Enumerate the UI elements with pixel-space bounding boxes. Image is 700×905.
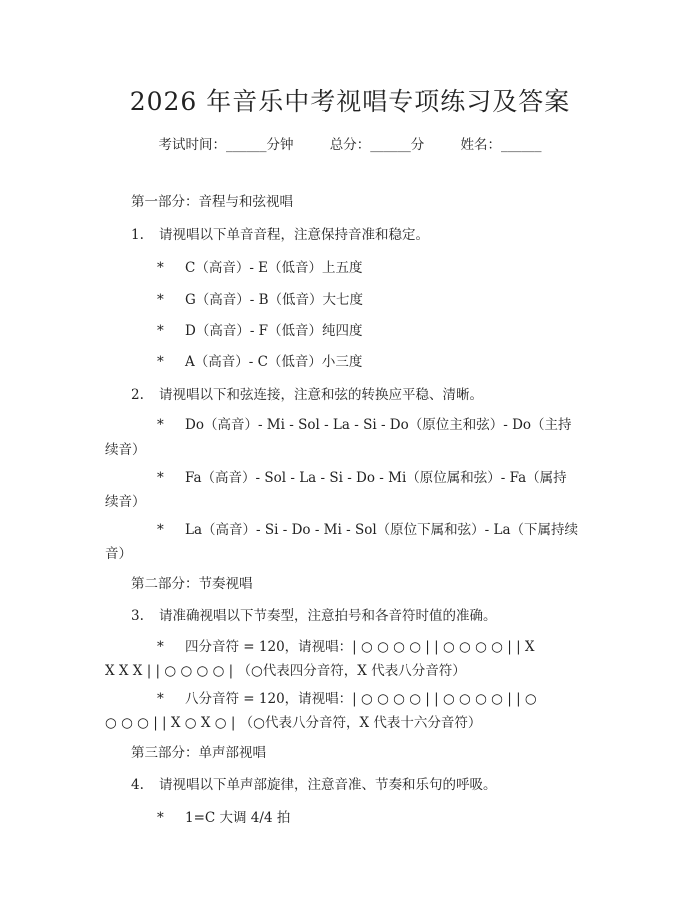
list-item: [157, 637, 535, 657]
bullet: *: [157, 691, 164, 707]
item-continuation: ○ ○ ○ | | X ○ X ○ | （○代表八分音符，X 代表十六分音符）: [105, 715, 482, 731]
list-item: [157, 808, 290, 828]
list-item: [157, 689, 537, 709]
section-2-heading: 第二部分：节奏视唱: [131, 576, 253, 592]
list-item: [157, 352, 362, 372]
list-item: [157, 258, 363, 278]
bullet: *: [157, 323, 164, 339]
item-text: La（高音）- Si - Do - Mi - Sol（原位下属和弦）- La（下属持续: [185, 522, 579, 538]
section-1-heading: 第一部分：音程与和弦视唱: [131, 194, 293, 210]
bullet: *: [157, 522, 164, 538]
document-title: 2026 年音乐中考视唱专项练习及答案: [129, 87, 571, 116]
item-continuation: 续音）: [105, 494, 146, 510]
list-item: [157, 415, 572, 435]
question-1: [131, 225, 429, 245]
bullet: *: [157, 810, 164, 826]
section-3-heading: 第三部分：单声部视唱: [131, 745, 266, 761]
bullet: *: [157, 639, 164, 655]
question-1-text: 请视唱以下单音音程，注意保持音准和稳定。: [159, 227, 429, 243]
item-text: 1=C 大调 4/4 拍: [185, 810, 291, 826]
item-text: 四分音符 = 120，请视唱：| ○ ○ ○ ○ | | ○ ○ ○ ○ | | X: [185, 639, 535, 655]
question-2-number: 2.: [131, 387, 144, 403]
question-3: [131, 606, 497, 626]
item-text: Fa（高音）- Sol - La - Si - Do - Mi（原位属和弦）- Fa（属持: [185, 470, 567, 486]
bullet: *: [157, 417, 164, 433]
exam-meta: [0, 133, 700, 153]
student-name: 姓名：______: [460, 137, 542, 153]
list-item: [157, 290, 363, 310]
list-item: [157, 468, 567, 488]
item-continuation: 续音）: [105, 442, 146, 458]
bullet: *: [157, 470, 164, 486]
bullet: *: [157, 292, 164, 308]
question-1-number: 1.: [131, 227, 144, 243]
item-text: G（高音）- B（低音）大七度: [185, 292, 364, 308]
item-text: A（高音）- C（低音）小三度: [185, 354, 363, 370]
question-3-text: 请准确视唱以下节奏型，注意拍号和各音符时值的准确。: [159, 608, 497, 624]
item-continuation: 音）: [105, 546, 132, 562]
item-text: Do（高音）- Mi - Sol - La - Si - Do（原位主和弦）- Do（主持: [185, 417, 572, 433]
bullet: *: [157, 354, 164, 370]
list-item: [157, 321, 363, 341]
question-2: [131, 385, 483, 405]
item-text: 八分音符 = 120，请视唱：| ○ ○ ○ ○ | | ○ ○ ○ ○ | | ○: [185, 691, 537, 707]
item-text: C（高音）- E（低音）上五度: [185, 260, 363, 276]
question-4-text: 请视唱以下单声部旋律，注意音准、节奏和乐句的呼吸。: [159, 777, 497, 793]
item-continuation: X X X | | ○ ○ ○ ○ | （○代表四分音符，X 代表八分音符）: [105, 663, 466, 679]
question-3-number: 3.: [131, 608, 144, 624]
question-2-text: 请视唱以下和弦连接，注意和弦的转换应平稳、清晰。: [159, 387, 483, 403]
exam-time: 考试时间：______分钟: [158, 137, 294, 153]
question-4-number: 4.: [131, 777, 144, 793]
item-text: D（高音）- F（低音）纯四度: [185, 323, 363, 339]
exam-score: 总分：______分: [329, 137, 425, 153]
bullet: *: [157, 260, 164, 276]
question-4: [131, 775, 497, 795]
list-item: [157, 520, 578, 540]
